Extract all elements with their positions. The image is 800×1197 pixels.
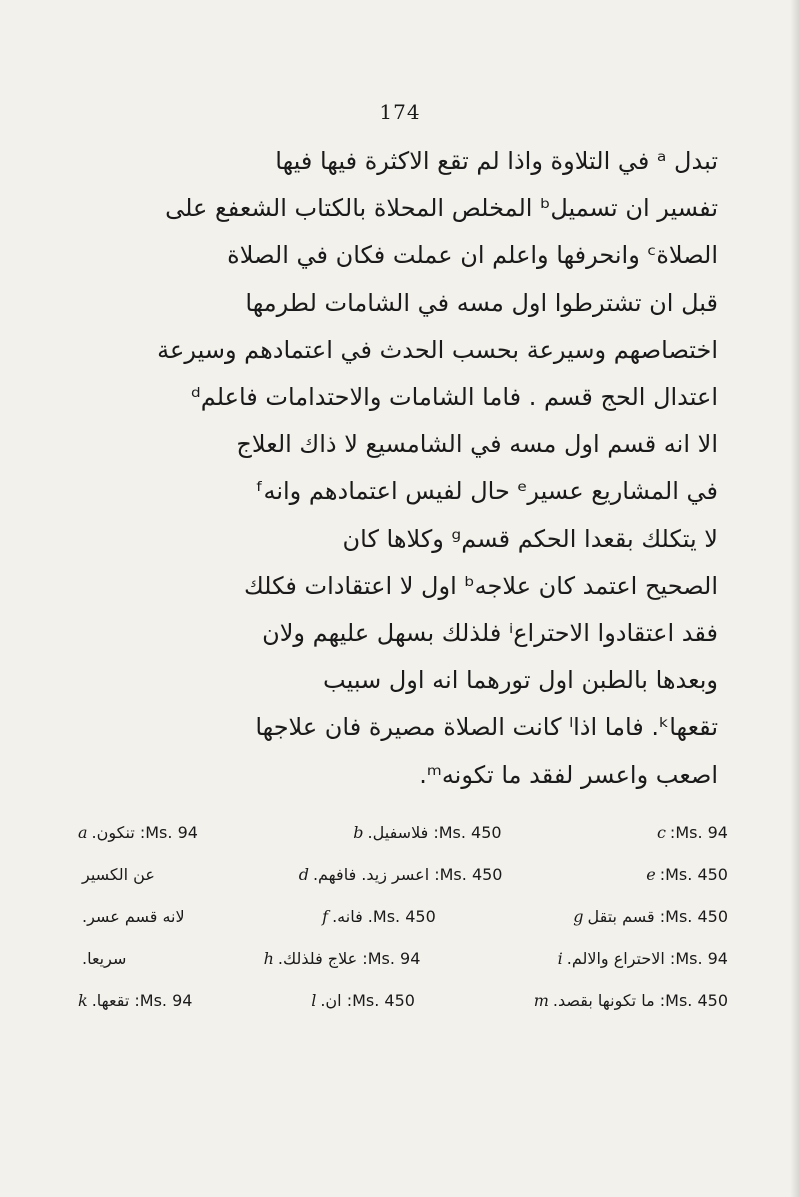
footnote: b Ms. 450: فلاسفيل. [353,823,502,842]
footnote: عن الكسير [82,865,155,884]
footnote: h Ms. 94: علاج فلذلك. [263,949,421,968]
footnote: a Ms. 94: تنكون. [78,823,198,842]
footnote-row [78,980,728,1022]
footnote: d Ms. 450: اعسر زيد. فافهم. [298,865,503,884]
text-line: تقعهاᵏ. فاما اذاˡ كانت الصلاة مصيرة فان علاجها [255,713,718,742]
footnote: k Ms. 94: تقعها. [78,991,193,1010]
footnote: f Ms. 450. فانه. [322,907,436,926]
footnote-separator [78,780,718,781]
text-line: اعتدال الحج قسم . فاما الشامات والاحتدامات فاعلمᵈ [190,383,718,412]
text-line: تبدل ᵃ في التلاوة واذا لم تقع الاكثرة فيها فيها [275,147,718,175]
text-line: الا انه قسم اول مسه في الشامسيع لا ذاك العلاج [236,430,718,459]
text-line: في المشاريع عسيرᵉ حال لفيس اعتمادهم وانهᶠ [256,477,718,506]
footnote-row [78,938,728,980]
text-line: فقد اعتقادوا الاحتراعⁱ فلذلك بسهل عليهم ولان [262,619,718,648]
page-number: 174 [379,100,421,124]
text-line: الصحيح اعتمد كان علاجهᵇ اول لا اعتقادات فكلك [243,571,718,600]
text-line: قبل ان تشترطوا اول مسه في الشامات لطرمها [245,288,718,317]
text-line: تفسير ان تسميلᵇ المخلص المحلاة بالكتاب الشعفع على [165,194,718,223]
footnote-row [78,896,728,938]
footnote: سريعا. [82,949,127,968]
page-edge-shadow [790,0,800,1197]
footnote-row [78,812,728,854]
text-line: وبعدها بالطبن اول تورهما انه اول سبيب [323,666,718,695]
footnote: لانه قسم عسر. [82,907,185,926]
text-line: الصلاةᶜ وانحرفها واعلم ان عملت فكان في الصلاة [227,241,718,270]
text-line: اختصاصهم وسيرعة بحسب الحدث في اعتمادهم وسيرعة [157,335,718,364]
footnote-row [78,854,728,896]
footnote: g Ms. 450: قسم بتقل [573,907,728,926]
arabic-body-text [78,138,718,799]
text-line-last: اصعب واعسر لفقد ما تكونهᵐ. [419,760,718,789]
footnote: l Ms. 450: ان. [311,991,415,1010]
text-line: لا يتكلك بقعدا الحكم قسمᵍ وكلاها كان [342,524,718,553]
footnote: m Ms. 450: ما تكونها بقصد. [533,991,728,1010]
footnotes [78,812,728,1022]
footnote: c Ms. 94: [656,823,728,842]
footnote: i Ms. 94: الاحتراع والالم. [557,949,728,968]
footnote: e Ms. 450: [646,865,728,884]
